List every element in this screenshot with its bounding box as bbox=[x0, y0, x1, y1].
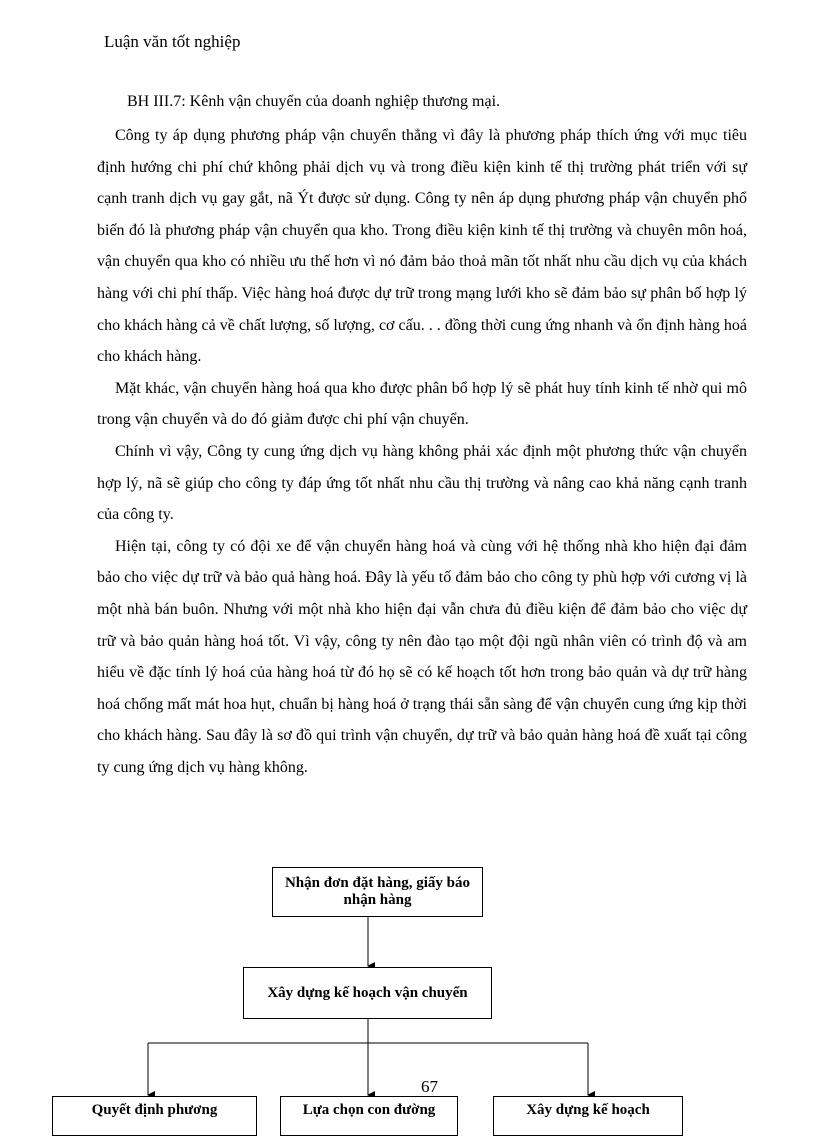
flow-box-receive-order: Nhận đơn đặt hàng, giấy báo nhận hàng bbox=[272, 867, 483, 917]
document-header: Luận văn tốt nghiệp bbox=[104, 32, 241, 51]
page-number: 67 bbox=[421, 1077, 438, 1096]
paragraph-1: Công ty áp dụng phương pháp vận chuyển thẳng vì đây là phương pháp thích ứng với mục tiêu định hướng chi phí chứ không phải dịch vụ và trong điều kiện kinh tế thị trường phát triển với sự cạnh tranh dịch vụ gay gắt, nã Ýt được sử dụng. Công ty nên áp dụng phương pháp vận chuyển phổ biến đó là phương pháp vận chuyển qua kho. Trong điều kiện kinh tế thị trường và chuyên môn hoá, vận chuyển qua kho có nhiều ưu thế hơn vì nó đảm bảo thoả mãn tốt nhất nhu cầu dịch vụ của khách hàng với chi phí thấp. Việc hàng hoá được dự trữ trong mạng lưới kho sẽ đảm bảo sự phân bố hợp lý cho khách hàng cả về chất lượng, số lượng, cơ cấu. . . đồng thời cung ứng nhanh và ổn định hàng hoá cho khách hàng. bbox=[97, 127, 747, 366]
flow-box-decide-method: Quyết định phương bbox=[52, 1096, 257, 1136]
paragraph-2: Mặt khác, vận chuyển hàng hoá qua kho được phân bổ hợp lý sẽ phát huy tính kinh tế nhờ qui mô trong vận chuyển và do đó giảm được chi phí vận chuyển. bbox=[97, 379, 747, 429]
flow-box-choose-route: Lựa chọn con đường bbox=[280, 1096, 458, 1136]
flow-box-transport-plan: Xây dựng kế hoạch vận chuyển bbox=[243, 967, 492, 1019]
paragraph-3: Chính vì vậy, Công ty cung ứng dịch vụ hàng không phải xác định một phương thức vận chuyển hợp lý, nã sẽ giúp cho công ty đáp ứng tốt nhất nhu cầu thị trường và nâng cao khả năng cạnh tranh của công ty. bbox=[97, 442, 747, 524]
figure-caption: BH III.7: Kênh vận chuyển của doanh nghiệp thương mại. bbox=[127, 93, 501, 110]
paragraph-4: Hiện tại, công ty có đội xe để vận chuyển hàng hoá và cùng với hệ thống nhà kho hiện đại đảm bảo cho việc dự trữ và bảo quả hàng hoá. Đây là yếu tố đảm bảo cho công ty phù hợp với cương vị là một nhà bán buôn. Nhưng với một nhà kho hiện đại vẫn chưa đủ điều kiện để đảm bảo cho việc dự trữ và bảo quản hàng hoá tốt. Vì vậy, công ty nên đào tạo một đội ngũ nhân viên có trình độ và am hiểu về đặc tính lý hoá của hàng hoá từ đó họ sẽ có kế hoạch tốt hơn trong bảo quản và dự trữ hàng hoá chống mất mát hoa hụt, chuẩn bị hàng hoá ở trạng thái sẵn sàng để vận chuyển cung ứng kịp thời cho khách hàng. Sau đây là sơ đồ qui trình vận chuyển, dự trữ và bảo quản hàng hoá đề xuất tại công ty cung ứng dịch vụ hàng không. bbox=[97, 537, 747, 776]
flow-box-build-plan: Xây dựng kế hoạch bbox=[493, 1096, 683, 1136]
